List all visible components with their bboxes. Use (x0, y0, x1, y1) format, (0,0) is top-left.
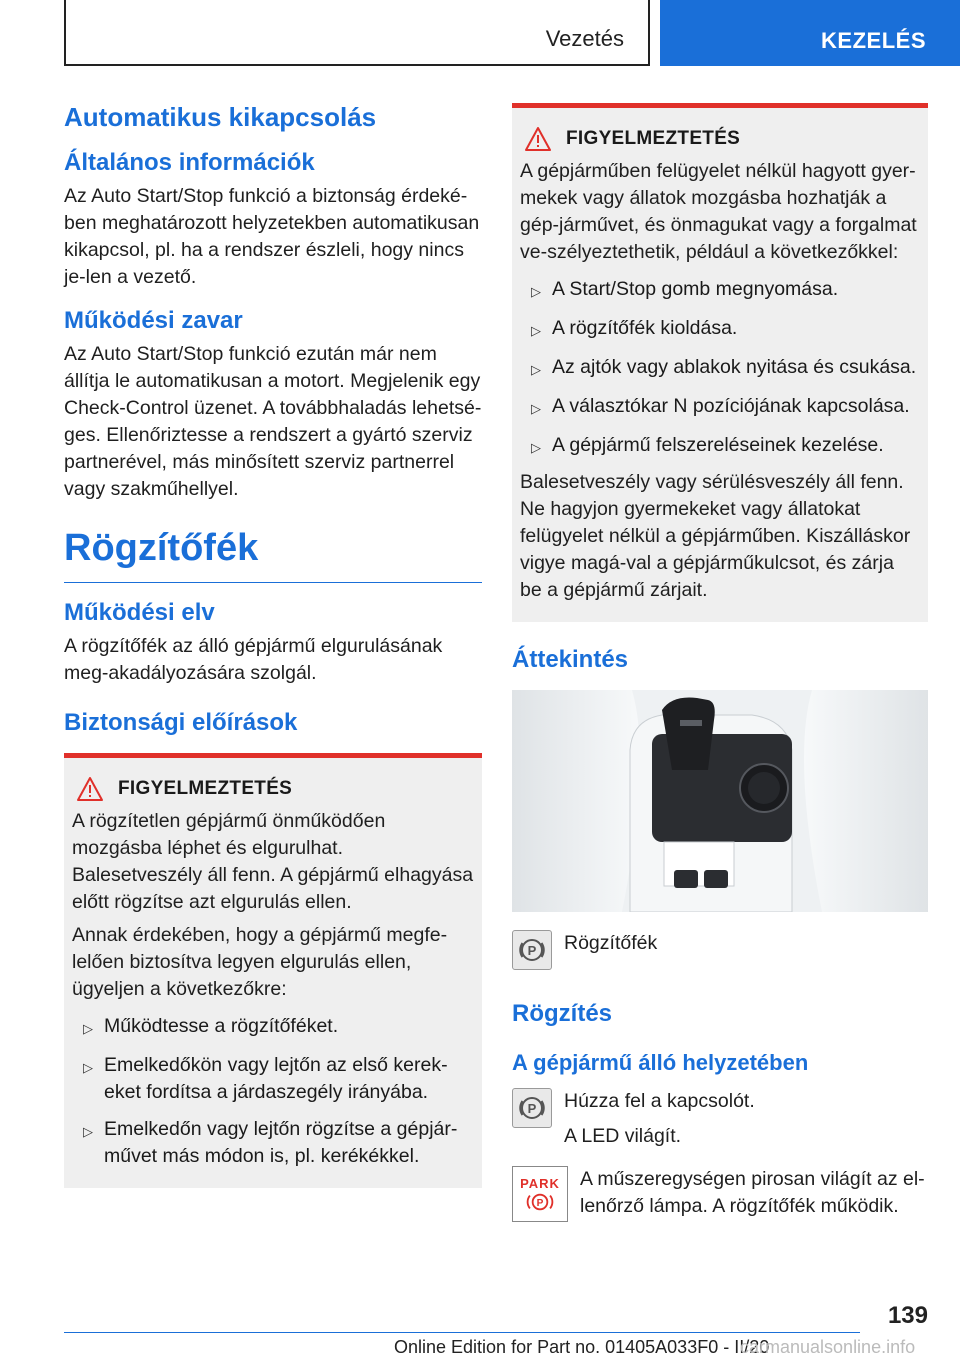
pull-switch-text: Húzza fel a kapcsolót. A LED világít. (564, 1090, 755, 1147)
header-section-title: Vezetés (545, 26, 624, 51)
heading-malfunction: Működési zavar (64, 307, 243, 334)
parking-brake-icon (512, 930, 552, 970)
list-item: ▷ Működtesse a rögzítőféket. (72, 1013, 474, 1042)
indicator-text: A műszeregységen pirosan világít az el-lenőrző lámpa. A rögzítőfék működik. (580, 1168, 925, 1217)
warning-title (520, 126, 920, 152)
footer-divider (64, 1332, 860, 1333)
svg-text:P: P (527, 943, 537, 958)
footer-edition: Online Edition for Part no. 01405A033F0 - II/20 (394, 1337, 770, 1357)
warning-paragraph-2: Annak érdekében, hogy a gépjármű megfe-lelően biztosítva legyen elgurulás ellen, ügyeljen a következőkre: (72, 924, 448, 1000)
warning-triangle-icon (76, 776, 104, 802)
right-column (512, 100, 928, 1222)
heading-stationary: A gépjármű álló helyzetében (512, 1050, 809, 1075)
bullet-triangle-icon: ▷ (83, 1060, 93, 1075)
svg-text:P: P (527, 1101, 537, 1116)
footer-watermark: carmanualsonline.info (740, 1337, 916, 1357)
bullet-triangle-icon: ▷ (531, 401, 541, 416)
warning-paragraph-2: Balesetveszély vagy sérülésveszély áll fenn. Ne hagyjon gyermekeket vagy állatokat felügyelet nélkül a gépjárműben. Kiszálláskor vigye magá-val a gépjárműkulcsot, és zárja be a gépjármű zárjait. (520, 471, 911, 601)
warning-box-right (512, 103, 928, 622)
list-item: ▷ A rögzítőfék kioldása. (520, 315, 920, 344)
warning-title (72, 776, 474, 802)
parking-brake-caption-row (512, 930, 928, 970)
parking-brake-icon (512, 1088, 552, 1128)
pull-switch-row (512, 1088, 928, 1150)
bullet-triangle-icon: ▷ (531, 284, 541, 299)
paragraph-malfunction: Az Auto Start/Stop funkció ezután már nem állítja le automatikusan a motort. Megjelenik egy Check-Control üzenet. A továbbhaladás lehetsé-ges. Ellenőriztesse a rendszert a gyártó szerviz partnerével, más minősített szerviz partnerrel vagy szakműhellyel. (64, 343, 482, 500)
list-item: ▷ A gépjármű felszereléseinek kezelése. (520, 432, 920, 461)
indicator-row (512, 1166, 928, 1222)
list-item: ▷ Emelkedőn vagy lejtőn rögzítse a gépjár-művet más módon is, pl. kerékékkel. (72, 1116, 474, 1170)
center-console-illustration (512, 690, 928, 912)
list-item: ▷ A Start/Stop gomb megnyomása. (520, 276, 920, 305)
header-chapter-box (660, 0, 960, 66)
heading-safety-instructions: Biztonsági előírások (64, 709, 298, 736)
list-item: ▷ A választókar N pozíciójának kapcsolása. (520, 393, 920, 422)
paragraph-operating-principle: A rögzítőfék az álló gépjármű elgurulásának meg-akadályozására szolgál. (64, 635, 443, 684)
warning-triangle-icon (524, 126, 552, 152)
heading-general-info: Általános információk (64, 149, 315, 176)
heading-apply: Rögzítés (512, 1000, 613, 1027)
list-item: ▷ Az ajtók vagy ablakok nyitása és csukása. (520, 354, 920, 383)
park-indicator-icon: PARK P (512, 1166, 568, 1222)
warning-paragraph-1: A rögzítetlen gépjármű önműködően mozgásba léphet és elgurulhat. Balesetveszély áll fenn. A gépjármű elhagyása előtt rögzítse azt elgurulás ellen. (72, 810, 474, 913)
bullet-triangle-icon: ▷ (531, 362, 541, 377)
heading-operating-principle: Működési elv (64, 599, 215, 626)
heading-automatic-shutoff: Automatikus kikapcsolás (64, 102, 377, 132)
parking-brake-caption: Rögzítőfék (564, 932, 658, 954)
header-chapter-title: KEZELÉS (821, 28, 926, 53)
list-item: ▷ Emelkedőkön vagy lejtőn az első kerek-eket fordítsa a járdaszegély irányába. (72, 1052, 474, 1106)
bullet-triangle-icon: ▷ (83, 1124, 93, 1139)
center-console-photo (512, 690, 928, 912)
left-column (64, 100, 482, 1188)
bullet-triangle-icon: ▷ (83, 1021, 93, 1036)
warning-paragraph-1: A gépjárműben felügyelet nélkül hagyott gyer-mekek vagy állatok mozgásba hozhatják a gép-járművet, és önmagukat vagy a forgalmat ve-szélyeztethetik, például a következőkkel: (520, 160, 917, 263)
page-number: 139 (887, 1302, 928, 1329)
heading-parking-brake: Rögzítőfék (64, 527, 482, 583)
warning-title-text: FIGYELMEZTETÉS (118, 778, 293, 799)
warning-box-left (64, 753, 482, 1188)
heading-overview: Áttekintés (512, 646, 629, 673)
paragraph-general-info: Az Auto Start/Stop funkció a biztonság érdeké-ben meghatározott helyzetekben automatikusan kikapcsol, pl. ha a rendszer észleli, hogy nincs je-len a vezető. (64, 185, 480, 288)
bullet-triangle-icon: ▷ (531, 323, 541, 338)
svg-text:P: P (536, 1197, 544, 1209)
warning-title-text: FIGYELMEZTETÉS (566, 128, 741, 149)
bullet-triangle-icon: ▷ (531, 440, 541, 455)
